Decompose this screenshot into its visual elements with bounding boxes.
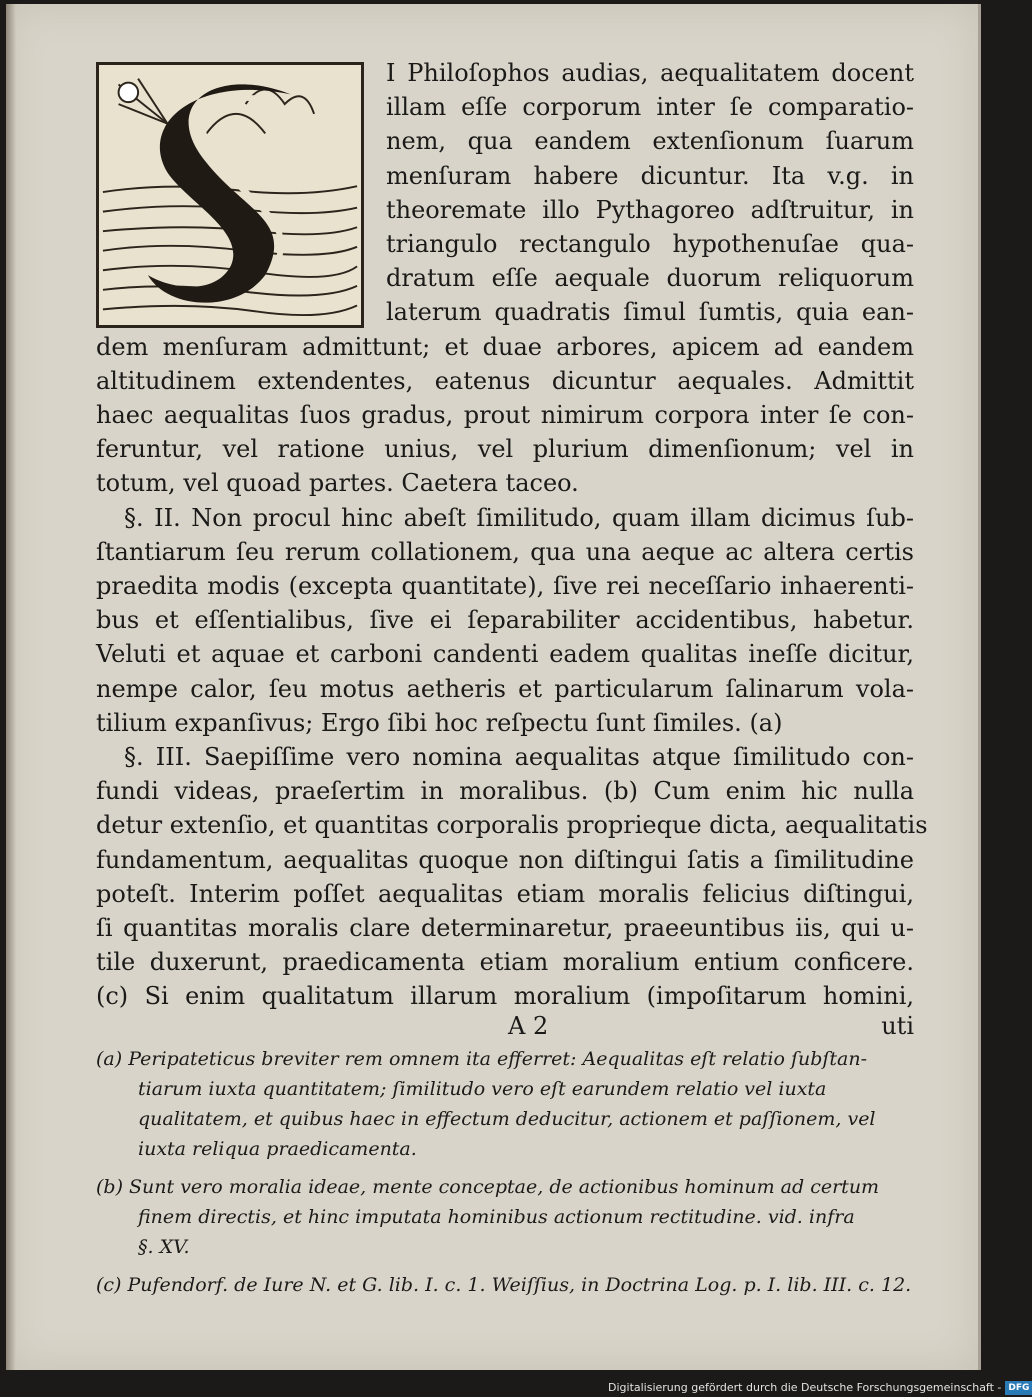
credit-text: Digitalisierung gefördert durch die Deutsche Forschungsgemeinschaft - xyxy=(608,1381,1002,1394)
text-line: laterum quadratis ſimul ſumtis, quia ean- xyxy=(386,298,914,327)
text-line: altitudinem extendentes, eatenus dicuntur aequales. Admittit xyxy=(96,366,914,395)
footnote-b-line: finem directis, et hinc imputata hominibus actionum rectitudine. vid. infra xyxy=(138,1206,855,1228)
page-bottom-marks xyxy=(96,1012,914,1046)
digitization-credit xyxy=(608,1378,1030,1397)
text-line: illam eſſe corporum inter ſe comparatio- xyxy=(386,93,914,122)
text-line: totum, vel quoad partes. Caetera taceo. xyxy=(96,469,579,498)
woodcut-initial-s-icon xyxy=(96,62,364,328)
footnote-c-line: (c) Pufendorf. de Iure N. et G. lib. I. c. 1. Weiſſius, in Doctrina Log. p. I. lib. III. c. 12. xyxy=(96,1274,912,1296)
text-line: tilium expanſivus; Ergo ſibi hoc reſpectu ſunt ſimiles. (a) xyxy=(96,708,783,737)
text-line: ſtantiarum ſeu rerum collationem, qua una aeque ac altera certis xyxy=(96,537,914,566)
text-line: I Philoſophos audias, aequalitatem docent xyxy=(386,59,914,87)
footnote-b-line: (b) Sunt vero moralia ideae, mente conceptae, de actionibus hominum ad certum xyxy=(96,1176,880,1198)
text-line: nempe calor, ſeu motus aetheris et particularum ſalinarum vola- xyxy=(96,674,914,703)
signature-mark: A 2 xyxy=(508,1012,549,1040)
footnote-a-line: tiarum iuxta quantitatem; ſimilitudo vero eſt earundem relatio vel iuxta xyxy=(138,1078,827,1100)
text-line: praedita modis (excepta quantitate), ſive rei neceſſario inhaerenti- xyxy=(96,572,914,601)
dfg-logo-icon: DFG xyxy=(1005,1381,1032,1395)
footnote-a-line: (a) Peripateticus breviter rem omnem ita efferret: Aequalitas eſt relatio ſubſtan- xyxy=(96,1048,868,1070)
text-line: feruntur, vel ratione unius, vel plurium dimenſionum; vel in xyxy=(96,435,914,464)
footnote-b-line: §. XV. xyxy=(138,1236,190,1258)
text-line: haec aequalitas ſuos gradus, prout nimirum corpora inter ſe con- xyxy=(96,401,914,430)
text-line: tile duxerunt, praedicamenta etiam moralium entium conficere. xyxy=(96,948,914,977)
text-line: triangulo rectangulo hypothenuſae qua- xyxy=(386,230,914,259)
text-line: §. III. Saepiſſime vero nomina aequalitas atque ſimilitudo con- xyxy=(124,743,914,772)
text-line: poteſt. Interim poſſet aequalitas etiam moralis felicius diſtingui, xyxy=(96,879,914,908)
book-page xyxy=(6,4,981,1370)
text-line: theoremate illo Pythagoreo adſtruitur, in xyxy=(386,195,914,224)
footnotes xyxy=(98,1044,928,1300)
text-line: menſuram habere dicuntur. Ita v.g. in xyxy=(386,161,914,190)
main-text xyxy=(96,56,928,1014)
text-line: dem menſuram admittunt; et duae arbores, apicem ad eandem xyxy=(96,332,914,361)
text-line: §. II. Non procul hinc abeſt ſimilitudo, quam illam dicimus ſub- xyxy=(124,503,914,532)
text-line: (c) Si enim qualitatum illarum moralium (impoſitarum homini, xyxy=(96,982,914,1011)
text-line: detur extenſio, et quantitas corporalis proprieque dicta, aequalitatis xyxy=(96,811,928,840)
text-line: Veluti et aquae et carboni candenti eadem qualitas ineſſe dicitur, xyxy=(96,640,914,669)
text-line: dratum eſſe aequale duorum reliquorum xyxy=(386,264,914,293)
text-line: bus et eſſentialibus, ſive ei ſeparabiliter accidentibus, habetur. xyxy=(96,606,914,635)
footnote-a-line: qualitatem, et quibus haec in effectum deducitur, actionem et paſſionem, vel xyxy=(138,1108,876,1130)
catchword: uti xyxy=(881,1012,914,1040)
footnote-a-line: iuxta reliqua praedicamenta. xyxy=(138,1138,417,1160)
text-line: nem, qua eandem extenſionum ſuarum xyxy=(386,127,914,156)
text-line: ſi quantitas moralis clare determinaretur, praeeuntibus iis, qui u- xyxy=(96,914,914,943)
text-line: fundi videas, praeſertim in moralibus. (b) Cum enim hic nulla xyxy=(96,777,914,806)
page-gutter-edge xyxy=(6,4,16,1370)
text-line: fundamentum, aequalitas quoque non diſtingui ſatis a ſimilitudine xyxy=(96,845,914,874)
